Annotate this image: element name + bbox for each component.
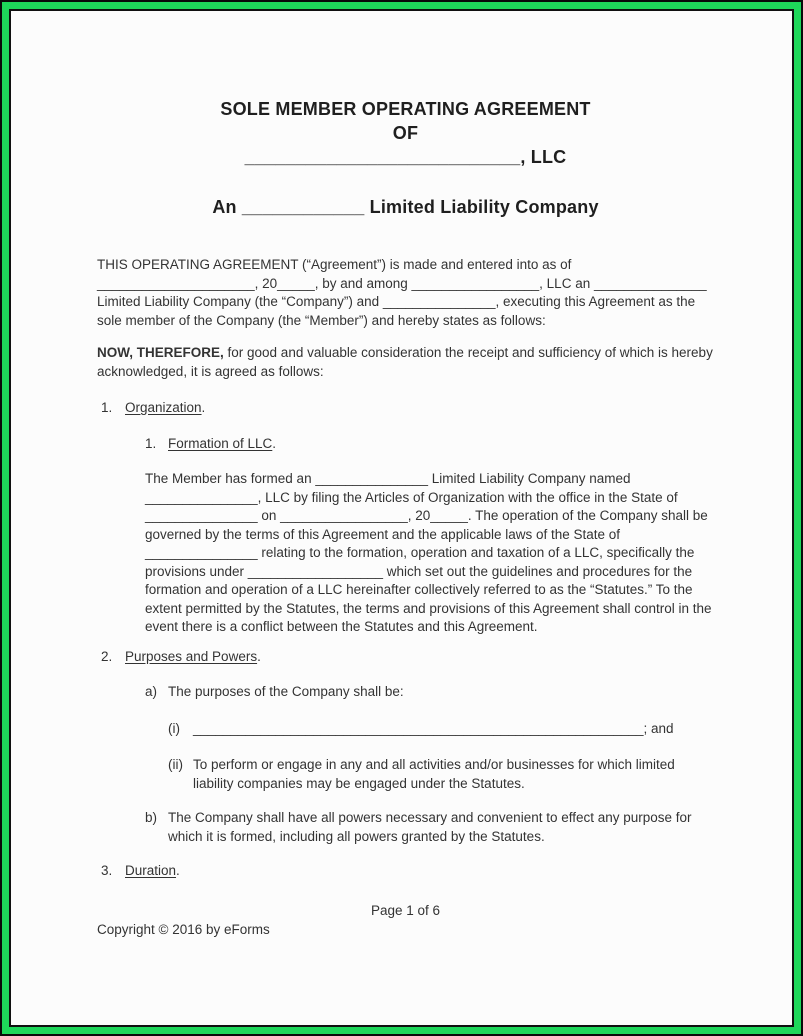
item-text: The Company shall have all powers necessary and convenient to effect any purpose for which it is formed, including all powers granted by the Statutes. bbox=[168, 810, 692, 844]
section-duration bbox=[97, 862, 714, 881]
subsection-heading-wrap bbox=[168, 435, 276, 454]
intro-paragraph: THIS OPERATING AGREEMENT (“Agreement”) is made and entered into as of _____________________, 20_____, by and among _________________, LLC an _______________ Limited Liability Company (the “Company”) and _______________, executing this Agreement as the sole member of the Company (the “Member”) and hereby states as follows: bbox=[97, 257, 707, 328]
section-heading: Organization bbox=[125, 400, 202, 415]
section-heading: Duration bbox=[125, 863, 177, 878]
subsection-formation-of-llc bbox=[97, 435, 714, 454]
copyright-notice: Copyright © 2016 by eForms bbox=[97, 922, 270, 937]
formation-paragraph: The Member has formed an _______________ Limited Liability Company named _______________, LLC by filing the Articles of Organization with the office in the State of _______________ on _________________, 20_____. The operation of the Company shall be governed by the terms of this Agreement and the applicable laws of the State of _______________ relating to the formation, operation and taxation of a LLC, specifically the provisions under __________________ which set out the guidelines and procedures for the formation and operation of a LLC hereinafter collectively referred to as the “Statutes.” To the extent permitted by the Statutes, the terms and provisions of this Agreement shall control in the event there is a conflict between the Statutes and this Agreement. bbox=[145, 471, 712, 634]
now-therefore-paragraph bbox=[97, 344, 714, 381]
purposes-item-a-i bbox=[97, 720, 714, 739]
item-label: b) bbox=[145, 810, 158, 825]
title-block bbox=[97, 97, 714, 219]
section-number: 3. bbox=[101, 863, 113, 878]
section-heading-period: . bbox=[176, 863, 180, 878]
subsection-number: 1. bbox=[145, 435, 157, 451]
section-heading: Purposes and Powers bbox=[125, 648, 258, 664]
subsection-heading-period: . bbox=[272, 435, 277, 451]
section-heading-wrap bbox=[125, 862, 180, 881]
document-title-line1: SOLE MEMBER OPERATING AGREEMENT bbox=[220, 99, 591, 119]
section-number: 1. bbox=[101, 400, 113, 415]
document-title-line2: OF bbox=[392, 123, 419, 143]
section-purposes-and-powers bbox=[97, 648, 714, 667]
item-text: The purposes of the Company shall be: bbox=[168, 684, 404, 699]
now-therefore-lead: NOW, THEREFORE, bbox=[97, 345, 224, 360]
item-label: a) bbox=[145, 684, 158, 699]
purposes-item-a bbox=[97, 683, 714, 702]
section-heading-period: . bbox=[201, 400, 206, 415]
document-content bbox=[11, 11, 792, 1025]
document-page bbox=[9, 9, 794, 1027]
subsection-heading: Formation of LLC bbox=[168, 435, 273, 451]
section-heading-period: . bbox=[257, 648, 261, 664]
now-therefore-rest: for good and valuable consideration the receipt and sufficiency of which is hereby acknowledged, it is agreed as follows: bbox=[97, 345, 713, 379]
purpose-blank-line: ____________________________________________________________; and bbox=[193, 720, 674, 736]
item-label: (ii) bbox=[168, 757, 183, 772]
purposes-item-a-ii bbox=[97, 756, 714, 793]
purposes-item-b bbox=[97, 809, 714, 846]
section-organization bbox=[97, 399, 714, 418]
green-border bbox=[2, 2, 801, 1034]
state-blank-line: An ____________ Limited Liability Company bbox=[212, 197, 599, 217]
page-number: Page 1 of 6 bbox=[370, 902, 441, 918]
section-heading-wrap bbox=[125, 399, 205, 418]
item-label: (i) bbox=[168, 720, 180, 736]
section-heading-wrap bbox=[125, 648, 261, 667]
section-number: 2. bbox=[101, 648, 113, 664]
item-text: To perform or engage in any and all activities and/or businesses for which limited liability companies may be engaged under the Statutes. bbox=[193, 757, 675, 791]
company-name-blank-line: ___________________________, LLC bbox=[244, 147, 567, 167]
